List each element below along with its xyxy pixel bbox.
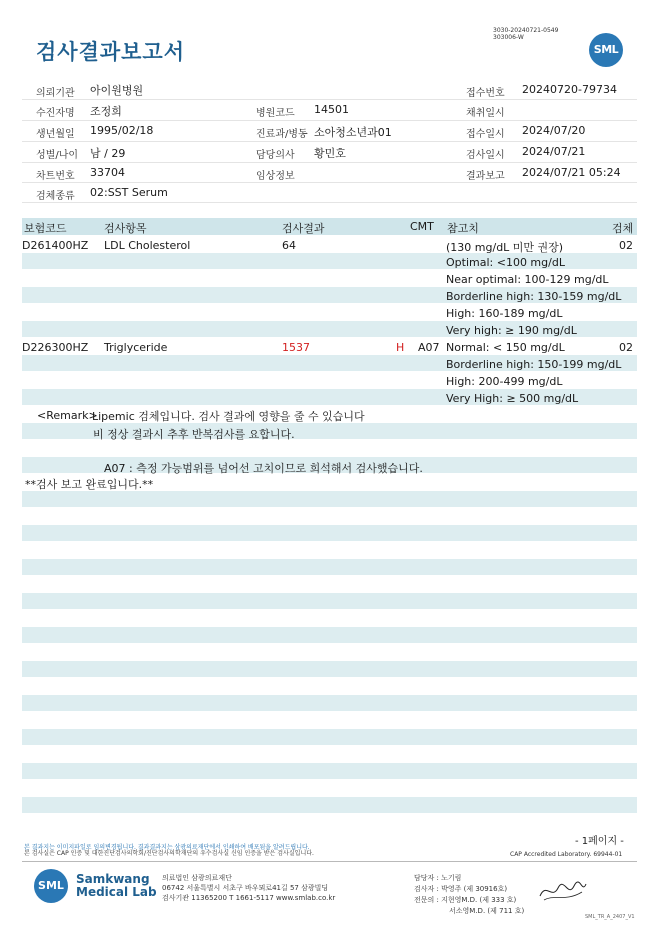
- staff-line: 전문의 : 지현영M.D. (제 333 호): [414, 896, 517, 904]
- tg-ref-line: Borderline high: 150-199 mg/dL: [446, 358, 622, 371]
- tg-ref-line: Normal: < 150 mg/dL: [446, 341, 565, 354]
- table-stripe: [22, 661, 637, 677]
- hospital-code-label: 병원코드: [256, 108, 295, 119]
- test-date-value: 2024/07/21: [522, 145, 586, 158]
- receipt-date-value: 2024/07/20: [522, 124, 586, 137]
- table-stripe: [22, 593, 637, 609]
- organization-info: [162, 873, 335, 903]
- signature-icon: [538, 878, 588, 904]
- chart-no-value: 33704: [90, 166, 125, 179]
- header-specimen: 검체: [612, 222, 634, 235]
- info-divider: [22, 141, 637, 142]
- department-label: 진료과/병동: [256, 129, 308, 140]
- table-stripe: [22, 729, 637, 745]
- brand-line: Medical Lab: [76, 885, 157, 899]
- header-cmt: CMT: [410, 220, 434, 233]
- staff-line: 담당자 : 노기림: [414, 874, 462, 882]
- table-stripe: [22, 627, 637, 643]
- table-stripe: [22, 559, 637, 575]
- table-stripe: [22, 695, 637, 711]
- org-line: 검사기관 11365200 T 1661-5117 www.smlab.co.kr: [162, 894, 336, 902]
- sex-age-value: 남 / 29: [90, 147, 126, 160]
- ldl-ref-line: Borderline high: 130-159 mg/dL: [446, 290, 622, 303]
- footer-notice: 본 결과지는 이미지파일로 임의변경됩니다. 결과결과지는 삼광의료재단에서 인쇄하여 배포됨을 알려드립니다.: [24, 844, 310, 851]
- ldl-code: D261400HZ: [22, 239, 89, 252]
- tg-code: D226300HZ: [22, 341, 89, 354]
- org-line: 의료법인 삼광의료재단: [162, 874, 232, 882]
- tg-high-flag: H: [396, 341, 405, 354]
- header-reference: 참고치: [447, 222, 479, 235]
- department-value: 소아청소년과01: [314, 126, 392, 139]
- sml-footer-logo: SML: [34, 869, 68, 903]
- doctor-value: 황민호: [314, 147, 346, 160]
- receipt-no-label: 접수번호: [466, 88, 505, 99]
- birth-date-value: 1995/02/18: [90, 124, 154, 137]
- cap-accreditation: CAP Accredited Laboratory. 69944-01: [510, 851, 623, 858]
- chart-no-label: 차트번호: [36, 171, 75, 182]
- sex-age-label: 성별/나이: [36, 150, 79, 161]
- institution-value: 아이원병원: [90, 84, 144, 97]
- org-line: 06742 서울특별시 서초구 바우뫼로41길 57 삼광빌딩: [162, 884, 329, 892]
- info-divider: [22, 202, 637, 203]
- collection-date-label: 채취일시: [466, 108, 505, 119]
- table-stripe: [22, 763, 637, 779]
- staff-line: 서소영M.D. (제 711 호): [449, 907, 525, 915]
- staff-line: 검사자 : 박영주 (제 30916호): [414, 885, 508, 893]
- remark-line: 비 정상 결과시 추후 반복검사를 요합니다.: [93, 428, 295, 441]
- patient-name-label: 수진자명: [36, 108, 75, 119]
- table-stripe: [22, 491, 637, 507]
- staff-info: [414, 873, 524, 917]
- birth-date-label: 생년월일: [36, 129, 75, 140]
- institution-label: 의뢰기관: [36, 88, 75, 99]
- form-code: SML_TR_A_2407_V1: [585, 914, 635, 920]
- table-stripe: [22, 525, 637, 541]
- brand-line: Samkwang: [76, 872, 150, 886]
- document-id: [493, 27, 558, 41]
- tg-specimen: 02: [619, 341, 633, 354]
- info-divider: [22, 99, 637, 100]
- report-complete-line: **검사 보고 완료입니다.**: [25, 478, 154, 491]
- tg-cmt: A07: [418, 341, 440, 354]
- comment-line: A07 : 측정 가능범위를 넘어선 고치이므로 희석해서 검사했습니다.: [104, 462, 423, 475]
- ldl-result: 64: [282, 239, 296, 252]
- page-number: - 1페이지 -: [575, 836, 624, 847]
- ldl-ref-line: Optimal: <100 mg/dL: [446, 256, 565, 269]
- remark-line: Lipemic 검체입니다. 검사 결과에 영향을 줄 수 있습니다: [92, 410, 365, 423]
- samkwang-brand: [76, 873, 157, 899]
- ldl-ref-line: Very high: ≥ 190 mg/dL: [446, 324, 577, 337]
- specimen-type-value: 02:SST Serum: [90, 186, 168, 199]
- report-date-value: 2024/07/21 05:24: [522, 166, 621, 179]
- test-date-label: 검사일시: [466, 150, 505, 161]
- doctor-label: 담당의사: [256, 150, 295, 161]
- ldl-ref-line: High: 160-189 mg/dL: [446, 307, 563, 320]
- tg-result: 1537: [282, 341, 310, 354]
- tg-ref-line: High: 200-499 mg/dL: [446, 375, 563, 388]
- report-date-label: 결과보고: [466, 171, 505, 182]
- ldl-item: LDL Cholesterol: [104, 239, 191, 252]
- info-divider: [22, 120, 637, 121]
- ldl-ref-line: Near optimal: 100-129 mg/dL: [446, 273, 609, 286]
- clinical-info-label: 임상정보: [256, 171, 295, 182]
- header-insurance-code: 보험코드: [24, 222, 67, 235]
- hospital-code-value: 14501: [314, 103, 349, 116]
- receipt-date-label: 접수일시: [466, 129, 505, 140]
- report-title: 검사결과보고서: [36, 40, 186, 64]
- info-divider: [22, 162, 637, 163]
- info-divider: [22, 182, 637, 183]
- document-id-line1: 3030-20240721-0549: [493, 27, 559, 34]
- footer-divider: [22, 861, 637, 862]
- document-id-line2: 303006-W: [493, 34, 524, 41]
- footer-notice: 본 검사실은 CAP 인증 및 대한진단검사의학회/진단검사의학재단의 우수검사실 신임 인증을 받은 검사실입니다.: [24, 850, 314, 857]
- header-test-item: 검사항목: [104, 222, 147, 235]
- receipt-no-value: 20240720-79734: [522, 83, 617, 96]
- remark-label: <Remark>: [37, 409, 98, 422]
- tg-item: Triglyceride: [104, 341, 168, 354]
- specimen-type-label: 검체종류: [36, 191, 75, 202]
- ldl-ref-line: (130 mg/dL 미만 권장): [446, 241, 564, 254]
- tg-ref-line: Very High: ≥ 500 mg/dL: [446, 392, 579, 405]
- ldl-specimen: 02: [619, 239, 633, 252]
- header-test-result: 검사결과: [282, 222, 325, 235]
- table-stripe: [22, 797, 637, 813]
- patient-name-value: 조정희: [90, 105, 122, 118]
- sml-logo: SML: [589, 33, 623, 67]
